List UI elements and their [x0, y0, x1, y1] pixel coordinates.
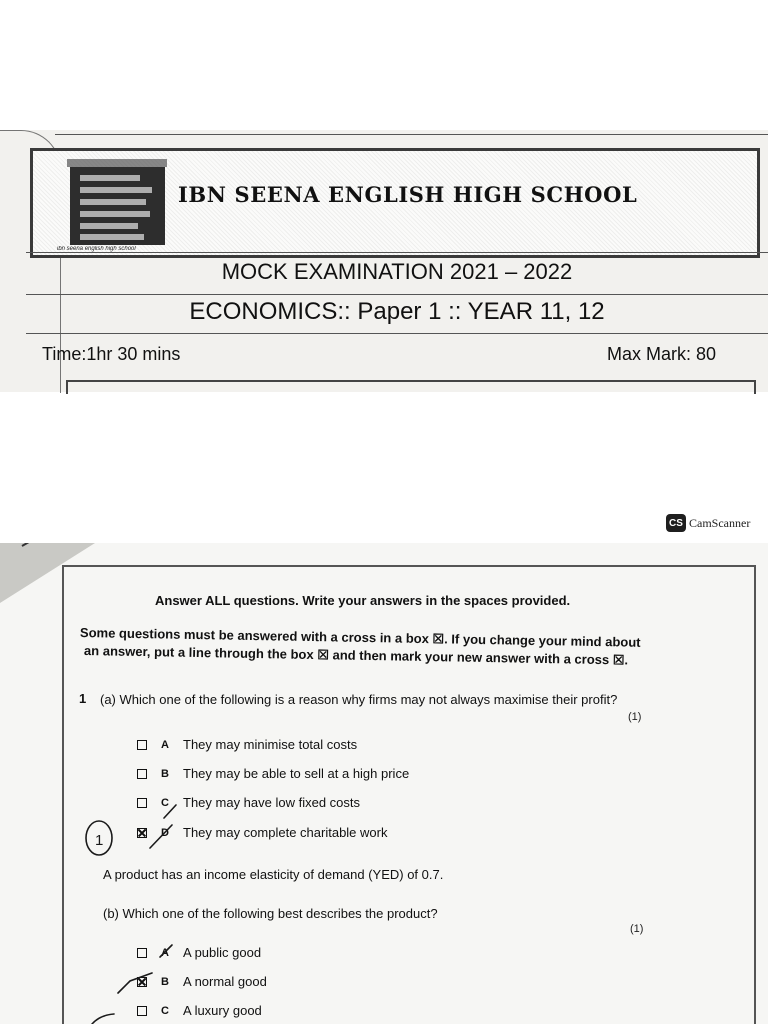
- subject-title: ECONOMICS:: Paper 1 :: YEAR 11, 12: [189, 298, 605, 325]
- checkbox[interactable]: [137, 769, 147, 779]
- camscanner-icon: CS: [666, 514, 686, 532]
- school-logo: [57, 155, 185, 255]
- option-1b-c[interactable]: C A luxury good: [137, 1003, 262, 1018]
- checkbox[interactable]: [137, 740, 147, 750]
- instruction-line-1: Answer ALL questions. Write your answers in the spaces provided.: [155, 593, 571, 608]
- exam-title: MOCK EXAMINATION 2021 – 2022: [221, 259, 573, 284]
- checkbox[interactable]: [137, 798, 147, 808]
- option-label: They may have low fixed costs: [183, 795, 361, 810]
- divider: [26, 333, 768, 334]
- checkbox[interactable]: [137, 948, 147, 958]
- question-page: [0, 543, 768, 1024]
- question-1b-text: (b) Which one of the following best describes the product?: [103, 906, 438, 921]
- option-label: A normal good: [183, 974, 267, 989]
- school-banner: [30, 148, 760, 258]
- instruction-line-3: an answer, put a line through the box ☒ and then mark your new answer with a cross ☒.: [83, 643, 629, 668]
- school-name: IBN SEENA ENGLISH HIGH SCHOOL: [178, 182, 638, 207]
- option-label: A luxury good: [183, 1003, 262, 1018]
- option-label: They may be able to sell at a high price: [183, 766, 410, 781]
- option-1a-d[interactable]: D They may complete charitable work: [137, 825, 387, 840]
- option-label: They may complete charitable work: [183, 825, 388, 840]
- answer-frame-top: [66, 380, 756, 394]
- option-1b-b[interactable]: B A normal good: [137, 974, 267, 989]
- exam-cover-header: [0, 130, 768, 392]
- option-1a-b[interactable]: B They may be able to sell at a high price: [137, 766, 409, 781]
- option-label: A public good: [183, 945, 262, 960]
- score-annotation: 1: [95, 832, 104, 849]
- top-rule: [55, 134, 768, 135]
- checkbox-crossed[interactable]: [137, 828, 147, 838]
- option-label: They may minimise total costs: [183, 737, 358, 752]
- logo-caption: ibn seena english high school: [57, 246, 136, 252]
- checkbox[interactable]: [137, 1006, 147, 1016]
- divider: [26, 252, 768, 253]
- divider: [26, 294, 768, 295]
- question-number: 1: [79, 691, 87, 706]
- option-1a-c[interactable]: C They may have low fixed costs: [137, 795, 360, 810]
- camscanner-label: CamScanner: [689, 515, 751, 530]
- time-allowed: Time:1hr 30 mins: [42, 344, 181, 364]
- instruction-line-2: Some questions must be answered with a cross in a box ☒. If you change your mind about: [79, 625, 641, 650]
- question-1b-mark: (1): [630, 923, 644, 935]
- question-stem: A product has an income elasticity of demand (YED) of 0.7.: [103, 867, 444, 882]
- question-1a-mark: (1): [628, 711, 642, 723]
- camscanner-watermark: [666, 514, 750, 532]
- max-mark: Max Mark: 80: [606, 344, 716, 364]
- option-1a-a[interactable]: A They may minimise total costs: [137, 737, 357, 752]
- question-1a-text: (a) Which one of the following is a reason why firms may not always maximise their profit?: [100, 692, 618, 707]
- checkbox-crossed[interactable]: [137, 977, 147, 987]
- option-1b-a[interactable]: A A public good: [137, 945, 261, 960]
